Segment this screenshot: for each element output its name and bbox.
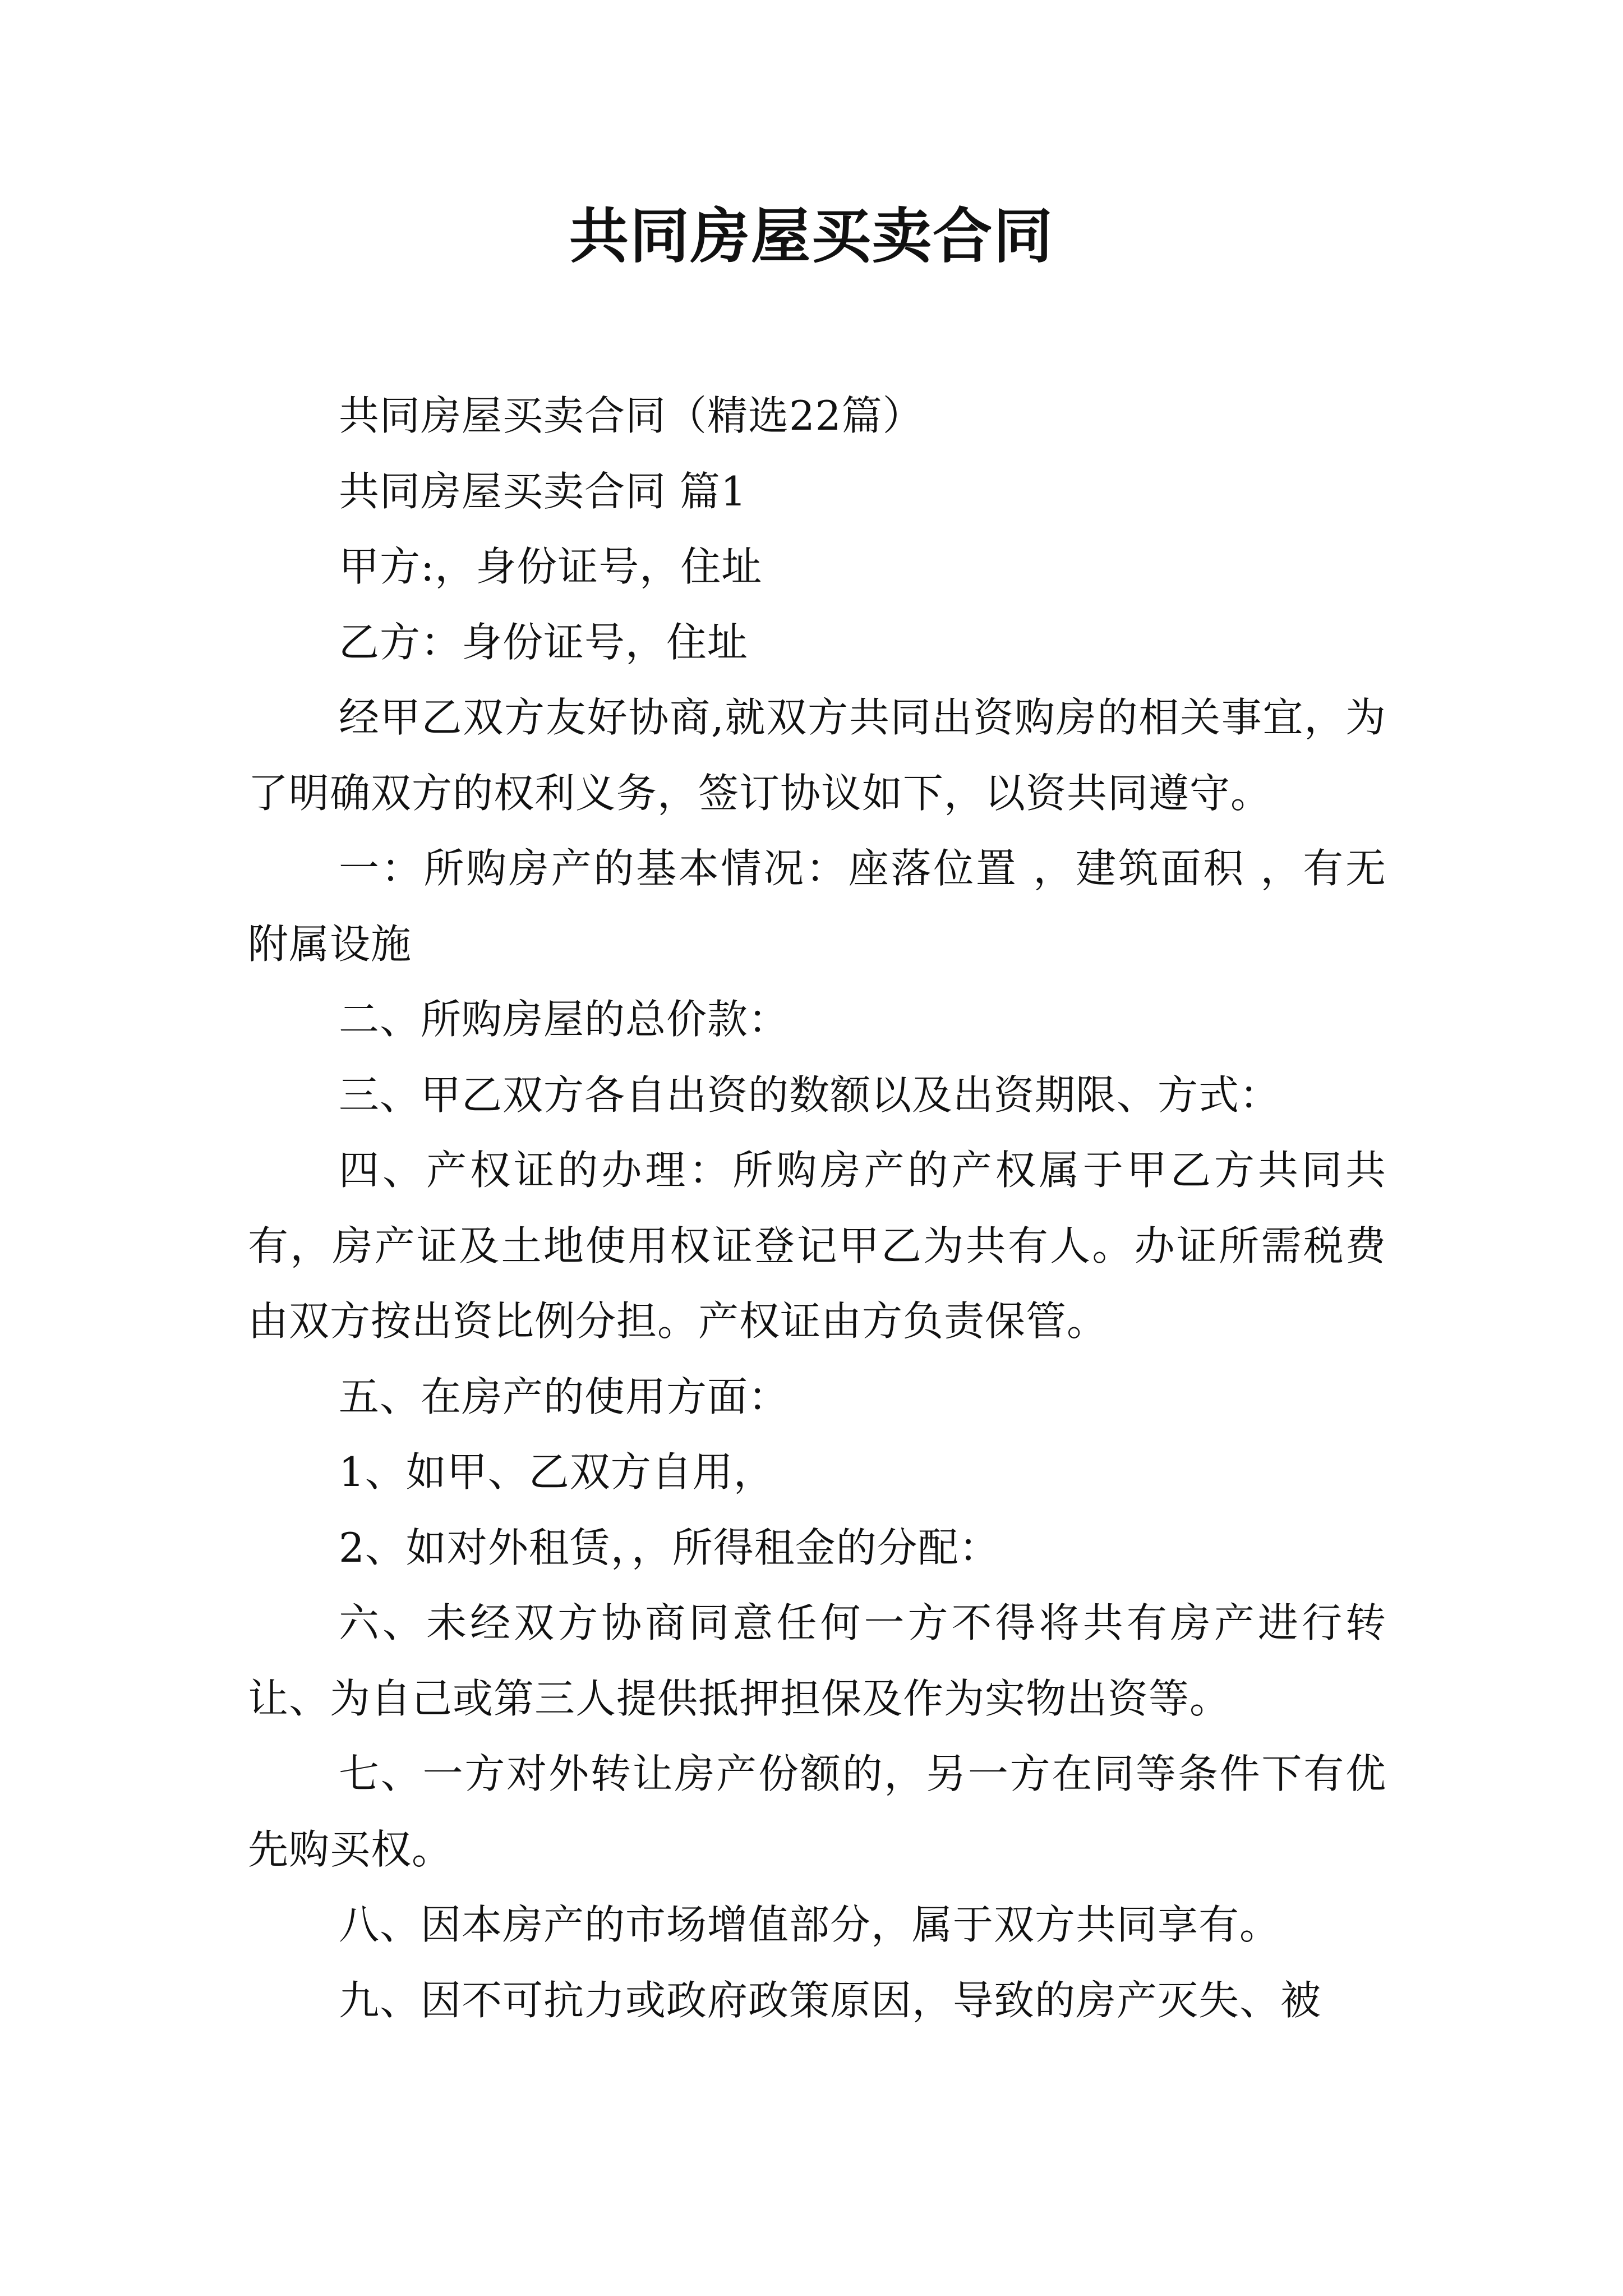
clause-1: 一：所购房产的基本情况：座落位置 ，建筑面积 ，有无附属设施 bbox=[248, 845, 1386, 968]
subtitle-paragraph: 共同房屋买卖合同（精选22篇） bbox=[339, 392, 924, 439]
clause-5: 五、在房产的使用方面： bbox=[339, 1373, 790, 1420]
clause-8: 八、因本房产的市场增值部分，属于双方共同享有。 bbox=[339, 1901, 1281, 1948]
clause-5-item-2: 2、如对外租赁，，所得租金的分配： bbox=[339, 1524, 1000, 1571]
party-a-line: 甲方:，身份证号，住址 bbox=[339, 543, 763, 590]
preamble-paragraph: 经甲乙双方友好协商,就双方共同出资购房的相关事宜，为了明确双方的权利义务，签订协议如下，以资共同遵守。 bbox=[248, 694, 1386, 817]
document-body bbox=[248, 378, 1386, 2038]
clause-5-item-1: 1、如甲、乙双方自用， bbox=[339, 1448, 774, 1496]
clause-3: 三、甲乙双方各自出资的数额以及出资期限、方式： bbox=[339, 1071, 1281, 1119]
clause-6: 六、未经双方协商同意任何一方不得将共有房产进行转让、为自己或第三人提供抵押担保及作为实物出资等。 bbox=[248, 1599, 1386, 1722]
clause-4: 四、产权证的办理：所购房产的产权属于甲乙方共同共有，房产证及土地使用权证登记甲乙为共有人。办证所需税费由双方按出资比例分担。产权证由方负责保管。 bbox=[248, 1147, 1386, 1345]
clause-7: 七、一方对外转让房产份额的，另一方在同等条件下有优先购买权。 bbox=[248, 1750, 1386, 1873]
section-heading: 共同房屋买卖合同 篇1 bbox=[339, 467, 747, 515]
clause-2: 二、所购房屋的总价款： bbox=[339, 996, 790, 1043]
clause-9: 九、因不可抗力或政府政策原因，导致的房产灭失、被 bbox=[339, 1976, 1322, 2024]
party-b-line: 乙方：身份证号，住址 bbox=[339, 618, 749, 666]
document-title: 共同房屋买卖合同 bbox=[569, 202, 1054, 271]
